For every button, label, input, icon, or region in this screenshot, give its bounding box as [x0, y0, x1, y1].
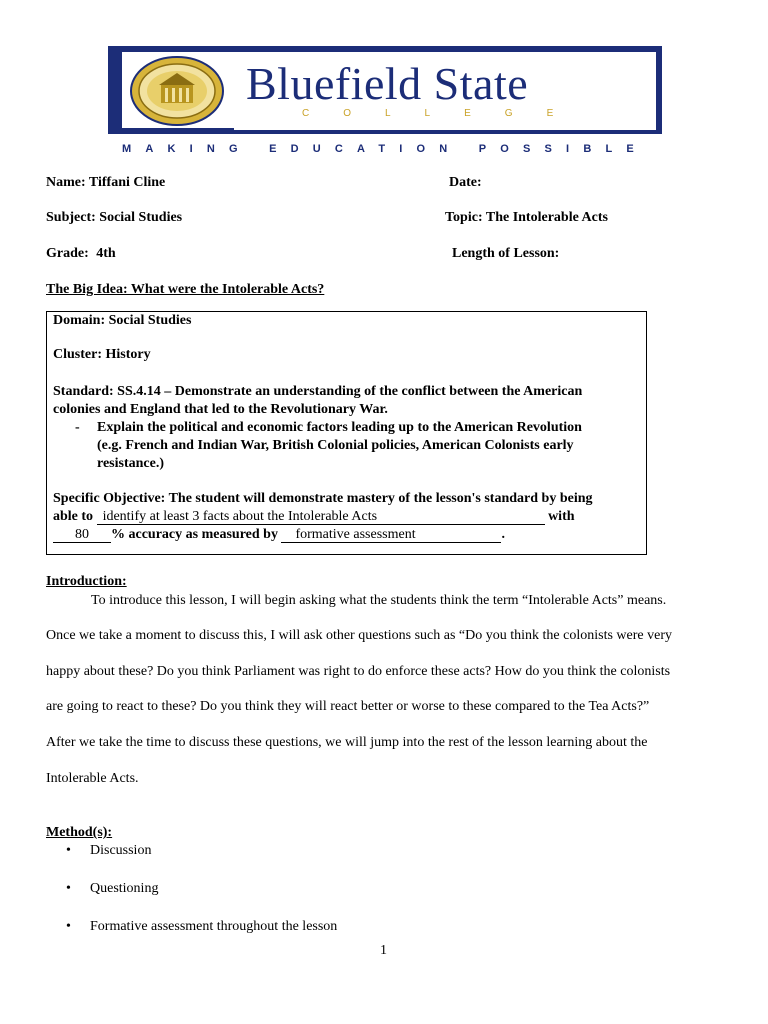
- objective-line-2: [53, 508, 575, 526]
- percent-fill: 80: [53, 527, 111, 543]
- measure-fill: formative assessment: [281, 527, 501, 543]
- methods-heading: Method(s):: [46, 825, 113, 840]
- topic-label: Topic:: [445, 210, 483, 225]
- list-item: [66, 919, 338, 935]
- sub-line-2: (e.g. French and Indian War, British Colonial policies, American Colonists early: [97, 438, 574, 453]
- bullet-icon: •: [66, 881, 71, 896]
- objective-line-1: Specific Objective: The student will demonstrate mastery of the lesson's standard by being: [53, 491, 593, 506]
- standard-line-2: colonies and England that led to the Revolutionary War.: [53, 402, 388, 417]
- college-seal-icon: [127, 55, 227, 127]
- intro-line-5: After we take the time to discuss these questions, we will jump into the rest of the lesson learning about the: [46, 735, 648, 750]
- name-field: [46, 175, 165, 191]
- length-label: Length of Lesson:: [452, 246, 560, 261]
- list-item: [66, 843, 152, 859]
- name-value: Tiffani Cline: [88, 175, 166, 190]
- bullet-icon: •: [66, 843, 71, 858]
- intro-line-2: Once we take a moment to discuss this, I will ask other questions such as “Do you think the colonists were very: [46, 628, 672, 643]
- logo-tagline: MAKING EDUCATION POSSIBLE: [122, 143, 648, 155]
- sub-dash: -: [75, 420, 80, 435]
- grade-label: Grade:: [46, 246, 89, 261]
- with-text: with: [548, 509, 575, 524]
- standard-line-1: Standard: SS.4.14 – Demonstrate an understanding of the conflict between the American: [53, 384, 583, 399]
- date-label: Date:: [449, 175, 482, 190]
- topic-field: [445, 210, 608, 226]
- subject-label: Subject:: [46, 210, 96, 225]
- logo-college: COLLEGE: [302, 108, 588, 119]
- grade-value: 4th: [96, 246, 116, 261]
- domain-line: Domain: Social Studies: [53, 313, 192, 328]
- intro-line-4: are going to react to these? Do you think they will react better or worse to these compared to the Tea Acts?”: [46, 699, 650, 714]
- period: .: [501, 527, 505, 542]
- page-number: 1: [380, 943, 387, 958]
- method-item-text: Formative assessment throughout the lesson: [90, 919, 338, 934]
- sub-line-1: Explain the political and economic factors leading up to the American Revolution: [97, 420, 582, 435]
- cluster-line: Cluster: History: [53, 347, 151, 362]
- name-label: Name:: [46, 175, 86, 190]
- able-to-text: able to: [53, 509, 94, 524]
- sub-line-3: resistance.): [97, 456, 164, 471]
- introduction-heading: Introduction:: [46, 574, 127, 589]
- method-item-text: Discussion: [90, 843, 152, 858]
- list-item: [66, 881, 159, 897]
- subject-value: Social Studies: [99, 210, 183, 225]
- topic-value: The Intolerable Acts: [485, 210, 608, 225]
- intro-line-6: Intolerable Acts.: [46, 771, 139, 786]
- subject-field: [46, 210, 182, 226]
- objective-fill: identify at least 3 facts about the Intolerable Acts: [97, 509, 545, 525]
- intro-line-1: To introduce this lesson, I will begin asking what the students think the term “Intolerable Acts” means.: [91, 593, 667, 608]
- big-idea: The Big Idea: What were the Intolerable Acts?: [46, 282, 325, 297]
- grade-field: [46, 246, 116, 262]
- accuracy-text: % accuracy as measured by: [111, 527, 278, 542]
- method-item-text: Questioning: [90, 881, 159, 896]
- logo-name: Bluefield State: [246, 58, 529, 109]
- bullet-icon: •: [66, 919, 71, 934]
- objective-line-3: [53, 526, 505, 544]
- intro-line-3: happy about these? Do you think Parliament was right to do enforce these acts? How do you think the colonists: [46, 664, 671, 679]
